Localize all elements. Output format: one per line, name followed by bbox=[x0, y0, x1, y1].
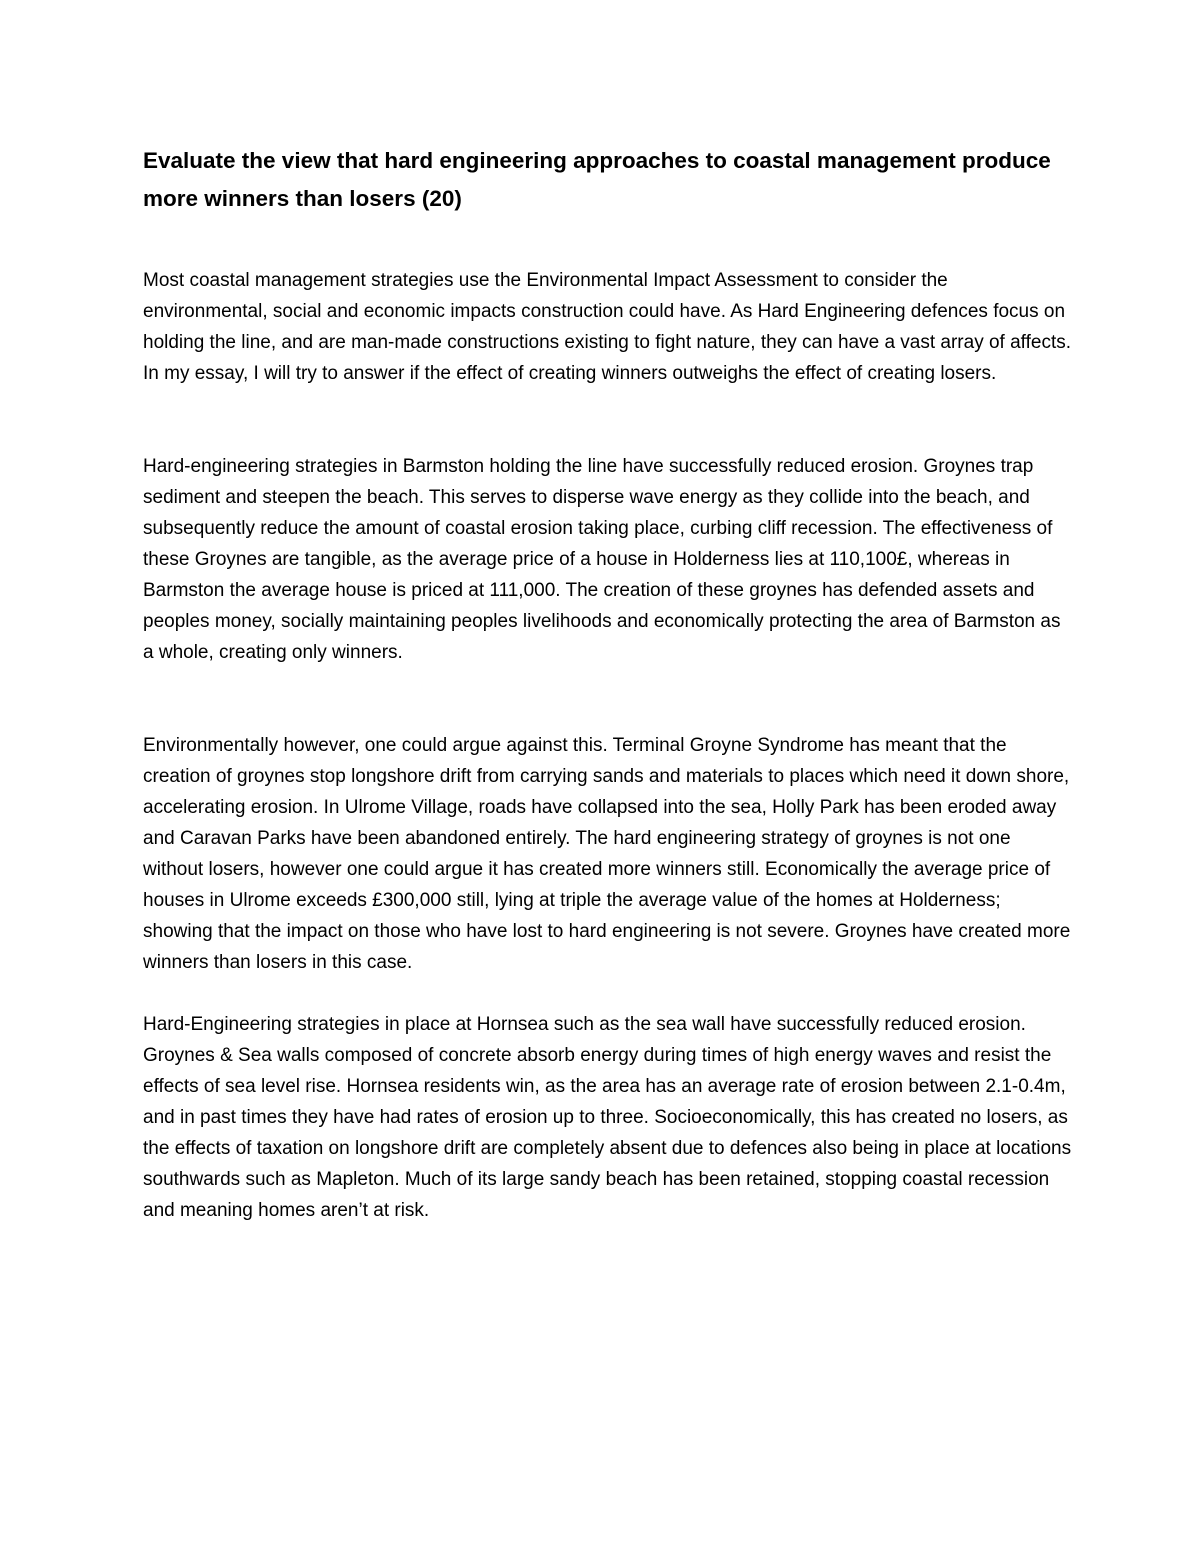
paragraph-hornsea: Hard-Engineering strategies in place at Hornsea such as the sea wall have successfully reduced erosion. Groynes & Sea walls composed of concrete absorb energy during times of high energy waves and resist the effects of sea level rise. Hornsea residents win, as the area has an average rate of erosion between 2.1-0.4m, and in past times they have had rates of erosion up to three. Socioeconomically, this has created no losers, as the effects of taxation on longshore drift are completely absent due to defences also being in place at locations southwards such as Mapleton. Much of its large sandy beach has been retained, stopping coastal recession and meaning homes aren’t at risk. bbox=[143, 1014, 1072, 1221]
paragraph-barmston: Hard-engineering strategies in Barmston holding the line have successfully reduced erosion. Groynes trap sediment and steepen the beach. This serves to disperse wave energy as they collide into the beach, and subsequently reduce the amount of coastal erosion taking place, curbing cliff recession. The effectiveness of these Groynes are tangible, as the average price of a house in Holderness lies at 110,100£, whereas in Barmston the average house is priced at 111,000. The creation of these groynes has defended assets and peoples money, socially maintaining peoples livelihoods and economically protecting the area of Barmston as a whole, creating only winners. bbox=[143, 456, 1061, 663]
paragraph-introduction: Most coastal management strategies use the Environmental Impact Assessment to consider the environmental, social and economic impacts construction could have. As Hard Engineering defences focus on holding the line, and are man-made constructions existing to fight nature, they can have a vast array of affects. In my essay, I will try to answer if the effect of creating winners outweighs the effect of creating losers. bbox=[143, 270, 1072, 384]
essay-title: Evaluate the view that hard engineering approaches to coastal management produce more winners than losers (20) bbox=[143, 148, 1051, 211]
paragraph-ulrome: Environmentally however, one could argue against this. Terminal Groyne Syndrome has meant that the creation of groynes stop longshore drift from carrying sands and materials to places which need it down shore, accelerating erosion. In Ulrome Village, roads have collapsed into the sea, Holly Park has been eroded away and Caravan Parks have been abandoned entirely. The hard engineering strategy of groynes is not one without losers, however one could argue it has created more winners still. Economically the average price of houses in Ulrome exceeds £300,000 still, lying at triple the average value of the homes at Holderness; showing that the impact on those who have lost to hard engineering is not severe. Groynes have created more winners than losers in this case. bbox=[143, 735, 1071, 973]
document-body bbox=[143, 142, 1073, 1226]
